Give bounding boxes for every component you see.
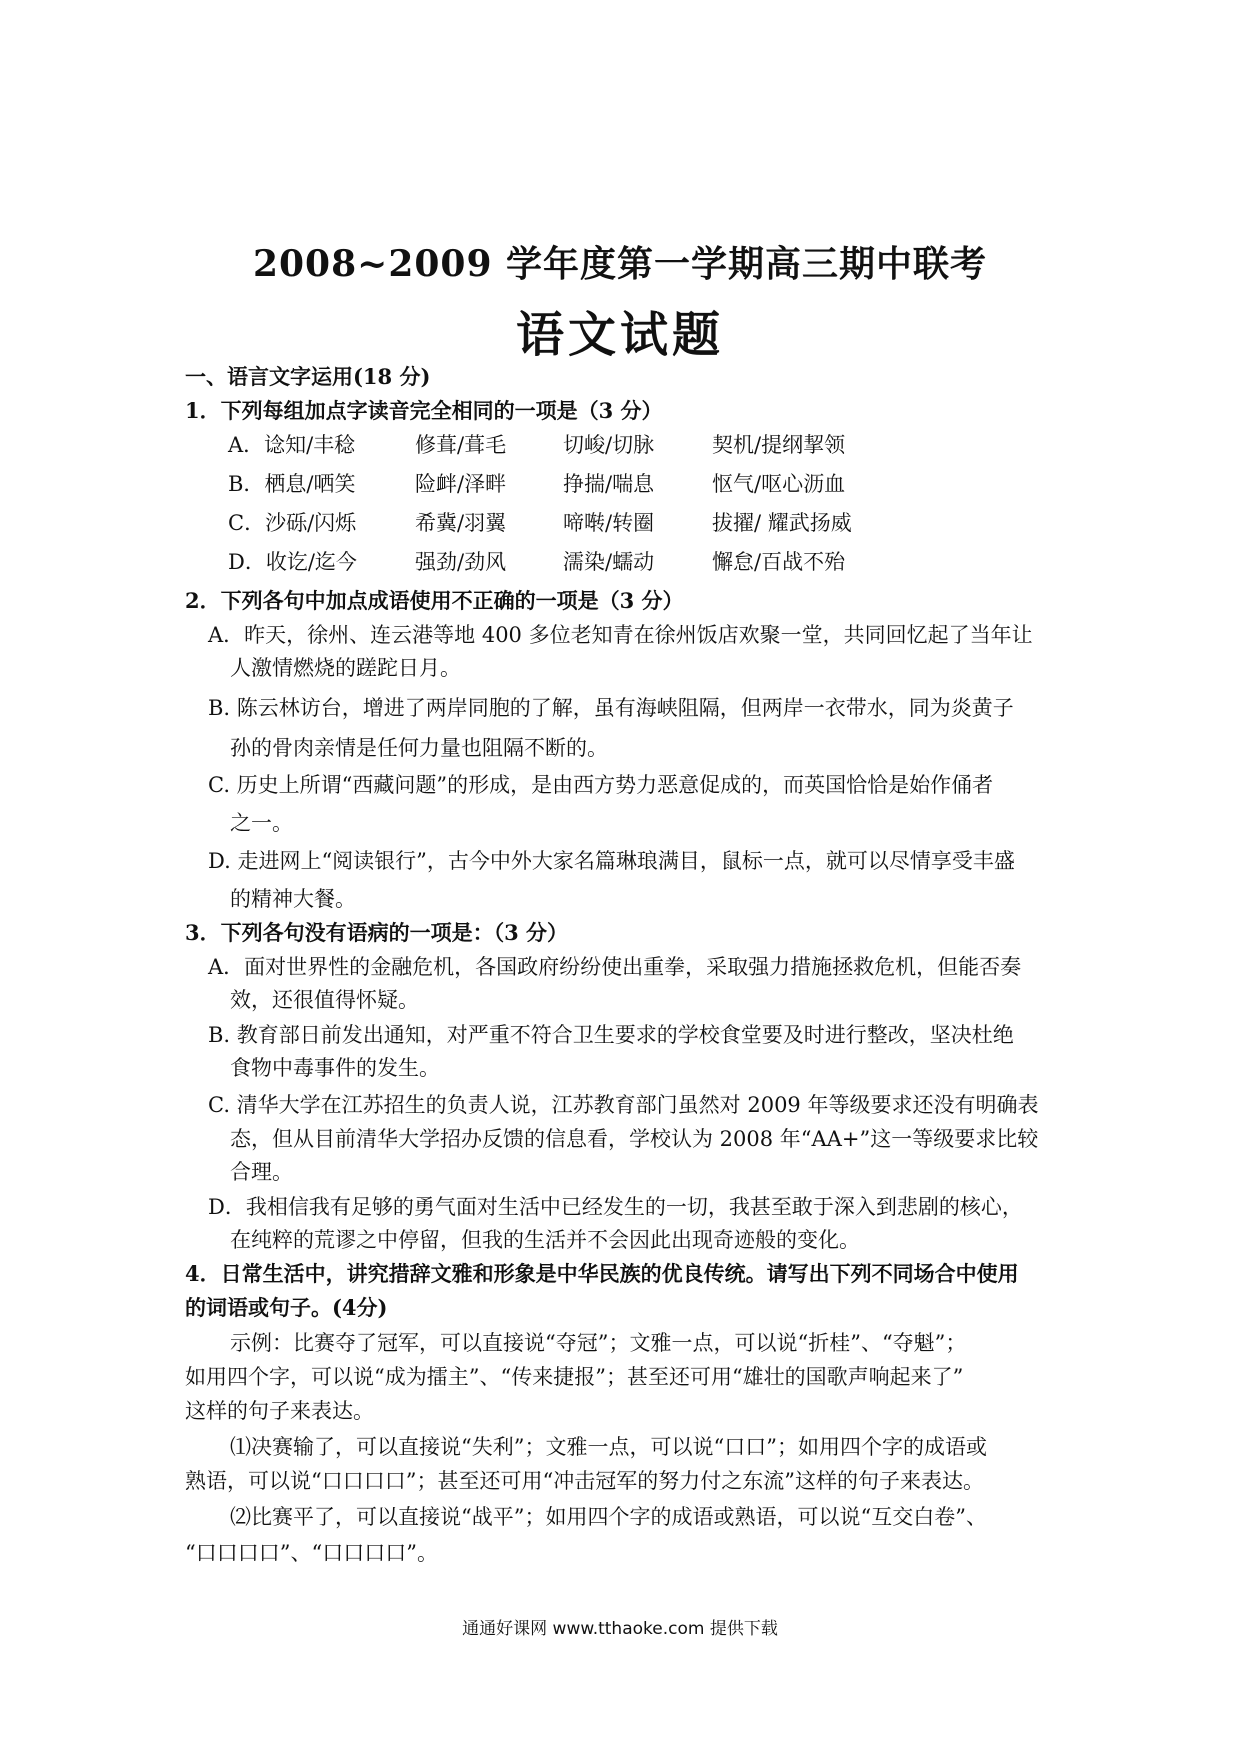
q1-option-a-4: 契机/提纲挈领 <box>712 433 846 457</box>
q4-item1: ⑴决赛输了，可以直接说“失利”；文雅一点，可以说“口口”；如用四个字的成语或 <box>230 1435 987 1459</box>
q4-example-line2: 如用四个字，可以说“成为擂主”、“传来捷报”；甚至还可用“雄壮的国歌声响起来了” <box>185 1365 964 1389</box>
q2-option-a: A．昨天，徐州、连云港等地 400 多位老知青在徐州饭店欢聚一堂，共同回忆起了当年让 <box>208 623 1033 647</box>
q1-option-b-3: 挣揣/喘息 <box>563 472 655 496</box>
q3-option-d-cont: 在纯粹的荒谬之中停留，但我的生活并不会因此出现奇迹般的变化。 <box>230 1228 860 1252</box>
q1-stem: 1．下列每组加点字读音完全相同的一项是（3 分） <box>185 398 663 423</box>
q3-option-c-cont1: 态，但从目前清华大学招办反馈的信息看，学校认为 2008 年“AA+”这一等级要求比较 <box>230 1127 1039 1151</box>
q2-option-d: D. 走进网上“阅读银行”，古今中外大家名篇琳琅满目，鼠标一点，就可以尽情享受丰盛 <box>208 849 1015 873</box>
q1-option-d-4: 懈怠/百战不殆 <box>712 550 846 574</box>
q1-option-b-1: B．栖息/哂笑 <box>228 472 356 496</box>
q3-option-d: D．我相信我有足够的勇气面对生活中已经发生的一切，我甚至敢于深入到悲剧的核心， <box>208 1195 1023 1219</box>
q2-option-c-cont: 之一。 <box>230 811 293 835</box>
q1-option-b-4: 怄气/呕心沥血 <box>712 472 846 496</box>
q3-option-b: B. 教育部日前发出通知，对严重不符合卫生要求的学校食堂要及时进行整改，坚决杜绝 <box>208 1023 1014 1047</box>
q1-option-c-2: 希冀/羽翼 <box>415 511 507 535</box>
q1-option-d-2: 强劲/劲风 <box>415 550 507 574</box>
section-heading: 一、语言文字运用(18 分) <box>185 364 431 389</box>
q1-option-a-1: A．谂知/丰稔 <box>228 433 356 457</box>
q1-option-d-1: D．收讫/迄今 <box>228 550 357 574</box>
q4-item1-cont: 熟语，可以说“口口口口”；甚至还可用“冲击冠军的努力付之东流”这样的句子来表达。 <box>185 1469 984 1493</box>
exam-title: 2008~2009 学年度第一学期高三期中联考 <box>252 243 988 285</box>
q4-stem: 4．日常生活中，讲究措辞文雅和形象是中华民族的优良传统。请写出下列不同场合中使用 <box>185 1261 1019 1286</box>
q2-option-c: C. 历史上所谓“西藏问题”的形成，是由西方势力恶意促成的，而英国恰恰是始作俑者 <box>208 773 994 797</box>
footer-source: 通通好课网 www.tthaoke.com 提供下载 <box>462 1619 778 1639</box>
q1-option-c-4: 拔擢/ 耀武扬威 <box>712 511 852 535</box>
q2-option-b: B. 陈云林访台，增进了两岸同胞的了解，虽有海峡阻隔，但两岸一衣带水，同为炎黄子 <box>208 696 1014 720</box>
q2-option-b-cont: 孙的骨肉亲情是任何力量也阻隔不断的。 <box>230 736 608 760</box>
q3-option-a: A．面对世界性的金融危机，各国政府纷纷使出重拳，采取强力措施拯救危机，但能否奏 <box>208 955 1022 979</box>
q3-stem: 3．下列各句没有语病的一项是：（3 分） <box>185 920 569 945</box>
q2-stem: 2．下列各句中加点成语使用不正确的一项是（3 分） <box>185 588 684 613</box>
q1-option-b-2: 险衅/泽畔 <box>415 472 507 496</box>
q3-option-b-cont: 食物中毒事件的发生。 <box>230 1056 440 1080</box>
q4-item2-cont: “口口口口”、“口口口口”。 <box>185 1541 438 1565</box>
q2-option-d-cont: 的精神大餐。 <box>230 887 356 911</box>
q1-option-c-3: 啼啭/转圈 <box>563 511 655 535</box>
q4-example-line3: 这样的句子来表达。 <box>185 1399 374 1423</box>
q3-option-c: C. 清华大学在江苏招生的负责人说，江苏教育部门虽然对 2009 年等级要求还没有明确表 <box>208 1093 1039 1117</box>
q3-option-c-cont2: 合理。 <box>230 1160 293 1184</box>
q1-option-d-3: 濡染/蠕动 <box>563 550 655 574</box>
exam-subtitle: 语文试题 <box>515 307 724 363</box>
q1-option-a-2: 修葺/葺毛 <box>415 433 507 457</box>
q3-option-a-cont: 效，还很值得怀疑。 <box>230 988 419 1012</box>
q4-item2: ⑵比赛平了，可以直接说“战平”；如用四个字的成语或熟语，可以说“互交白卷”、 <box>230 1505 987 1529</box>
q4-stem-cont: 的词语或句子。(4分) <box>185 1295 388 1320</box>
q1-option-c-1: C．沙砾/闪烁 <box>228 511 357 535</box>
q4-example-line1: 示例：比赛夺了冠军，可以直接说“夺冠”；文雅一点，可以说“折桂”、“夺魁”； <box>230 1331 967 1355</box>
q2-option-a-cont: 人激情燃烧的蹉跎日月。 <box>230 656 461 680</box>
q1-option-a-3: 切峻/切脉 <box>563 433 655 457</box>
